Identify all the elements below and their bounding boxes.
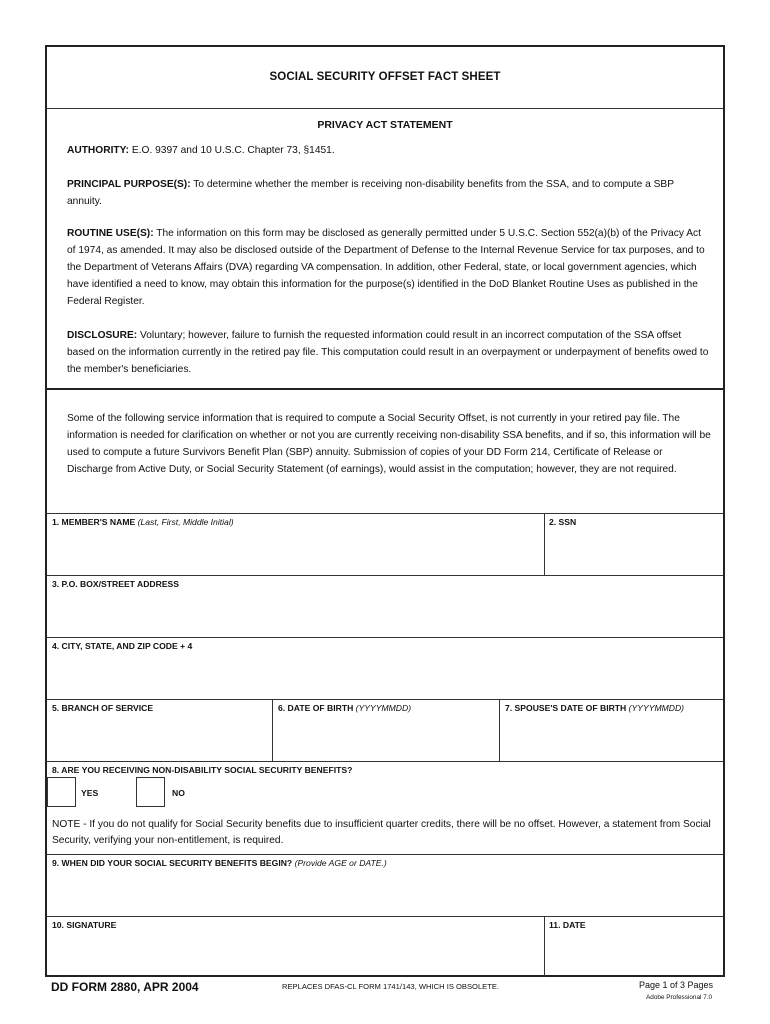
routine-use-paragraph	[67, 225, 711, 310]
no-label: NO	[172, 788, 185, 798]
street-address-input[interactable]	[53, 595, 717, 633]
intro-paragraph: Some of the following service information that is required to compute a Social Security Offset, is not currently in your retired pay file. The information is needed for clarification on whether or not you are currently receiving non-disability SSA benefits, and if so, this information will be used to compute a future Survivors Benefit Plan (SBP) annuity. Submission of copies of your DD Form 214, Certificate of Release or Discharge from Active Duty, or Social Security Statement (of earnings), would assist in the computation; however, they are not required.	[67, 413, 711, 475]
yes-label: YES	[81, 788, 99, 798]
note-text: NOTE - If you do not qualify for Social Security benefits due to insufficient quarter credits, there will be no offset. However, a statement from Social Security, verifying your non-entitlement, is required.	[52, 819, 711, 846]
purpose-label: PRINCIPAL PURPOSE(S):	[67, 179, 191, 190]
yes-checkbox[interactable]	[47, 777, 76, 807]
disclosure-label: DISCLOSURE:	[67, 330, 138, 341]
ss-benefits-question-label: 8. ARE YOU RECEIVING NON-DISABILITY SOCIAL SECURITY BENEFITS?	[52, 765, 353, 775]
divider	[499, 699, 500, 761]
divider	[47, 637, 723, 638]
divider	[47, 575, 723, 576]
no-checkbox[interactable]	[136, 777, 165, 807]
authority-text: E.O. 9397 and 10 U.S.C. Chapter 73, §1451.	[131, 145, 335, 156]
divider	[272, 699, 273, 761]
divider	[544, 916, 545, 977]
purpose-text: To determine whether the member is receiving non-disability benefits from the SSA, and to compute a SBP annuity.	[67, 179, 674, 207]
form-identifier: DD FORM 2880, APR 2004	[51, 980, 199, 994]
purpose-paragraph	[67, 176, 711, 210]
spouse-date-of-birth-label: 7. SPOUSE'S DATE OF BIRTH (YYYYMMDD)	[505, 703, 685, 713]
disclosure-text: Voluntary; however, failure to furnish the requested information could result in an incorrect computation of the SSA offset based on the information currently in the retired pay file. This computation could result in an overpayment or underpayment of benefits owed to the member's beneficiaries.	[67, 330, 709, 375]
authority-paragraph	[67, 142, 711, 159]
street-address-label: 3. P.O. BOX/STREET ADDRESS	[52, 579, 180, 589]
software-version: Adobe Professional 7.0	[646, 994, 713, 1001]
member-name-input[interactable]	[53, 533, 539, 571]
privacy-act-heading: PRIVACY ACT STATEMENT	[317, 119, 453, 131]
signature-label: 10. SIGNATURE	[52, 920, 117, 930]
divider	[47, 388, 723, 390]
date-of-birth-label: 6. DATE OF BIRTH (YYYYMMDD)	[278, 703, 412, 713]
spouse-date-of-birth-input[interactable]	[506, 719, 720, 757]
signature-input[interactable]	[53, 936, 539, 972]
date-input[interactable]	[550, 936, 720, 972]
form-frame	[45, 45, 725, 977]
benefits-begin-label: 9. WHEN DID YOUR SOCIAL SECURITY BENEFITS BEGIN? (Provide AGE or DATE.)	[52, 858, 387, 868]
disclosure-paragraph	[67, 327, 711, 378]
ssn-input[interactable]	[550, 533, 720, 571]
divider	[47, 108, 723, 109]
divider	[47, 761, 723, 762]
branch-of-service-input[interactable]	[53, 719, 267, 757]
page-number: Page 1 of 3 Pages	[639, 980, 714, 990]
city-state-zip-label: 4. CITY, STATE, AND ZIP CODE + 4	[52, 641, 193, 651]
divider	[47, 699, 723, 700]
form-title: SOCIAL SECURITY OFFSET FACT SHEET	[269, 71, 501, 83]
ssn-label: 2. SSN	[549, 517, 577, 527]
city-state-zip-input[interactable]	[53, 657, 717, 695]
routine-use-label: ROUTINE USE(S):	[67, 228, 154, 239]
divider	[47, 916, 723, 917]
member-name-label: 1. MEMBER'S NAME (Last, First, Middle Initial)	[52, 517, 234, 527]
replaces-notice: REPLACES DFAS-CL FORM 1741/143, WHICH IS OBSOLETE.	[282, 982, 500, 991]
branch-of-service-label: 5. BRANCH OF SERVICE	[52, 703, 154, 713]
date-label: 11. DATE	[549, 920, 586, 930]
divider	[47, 513, 723, 514]
divider	[47, 854, 723, 855]
authority-label: AUTHORITY:	[67, 145, 130, 156]
benefits-begin-input[interactable]	[53, 874, 717, 912]
divider	[544, 513, 545, 575]
date-of-birth-input[interactable]	[279, 719, 493, 757]
routine-use-text: The information on this form may be disclosed as generally permitted under 5 U.S.C. Section 552(a)(b) of the Privacy Act of 1974, as amended. It may also be disclosed outside of the Department of Defense to the Internal Revenue Service for tax purposes, and to the Department of Veterans Affairs (DVA) regarding VA compensation. In addition, other Federal, state, or local government agencies, which have identified a need to know, may obtain this information for the purpose(s) identified in the DoD Blanket Routine Uses as published in the Federal Register.	[67, 228, 705, 307]
